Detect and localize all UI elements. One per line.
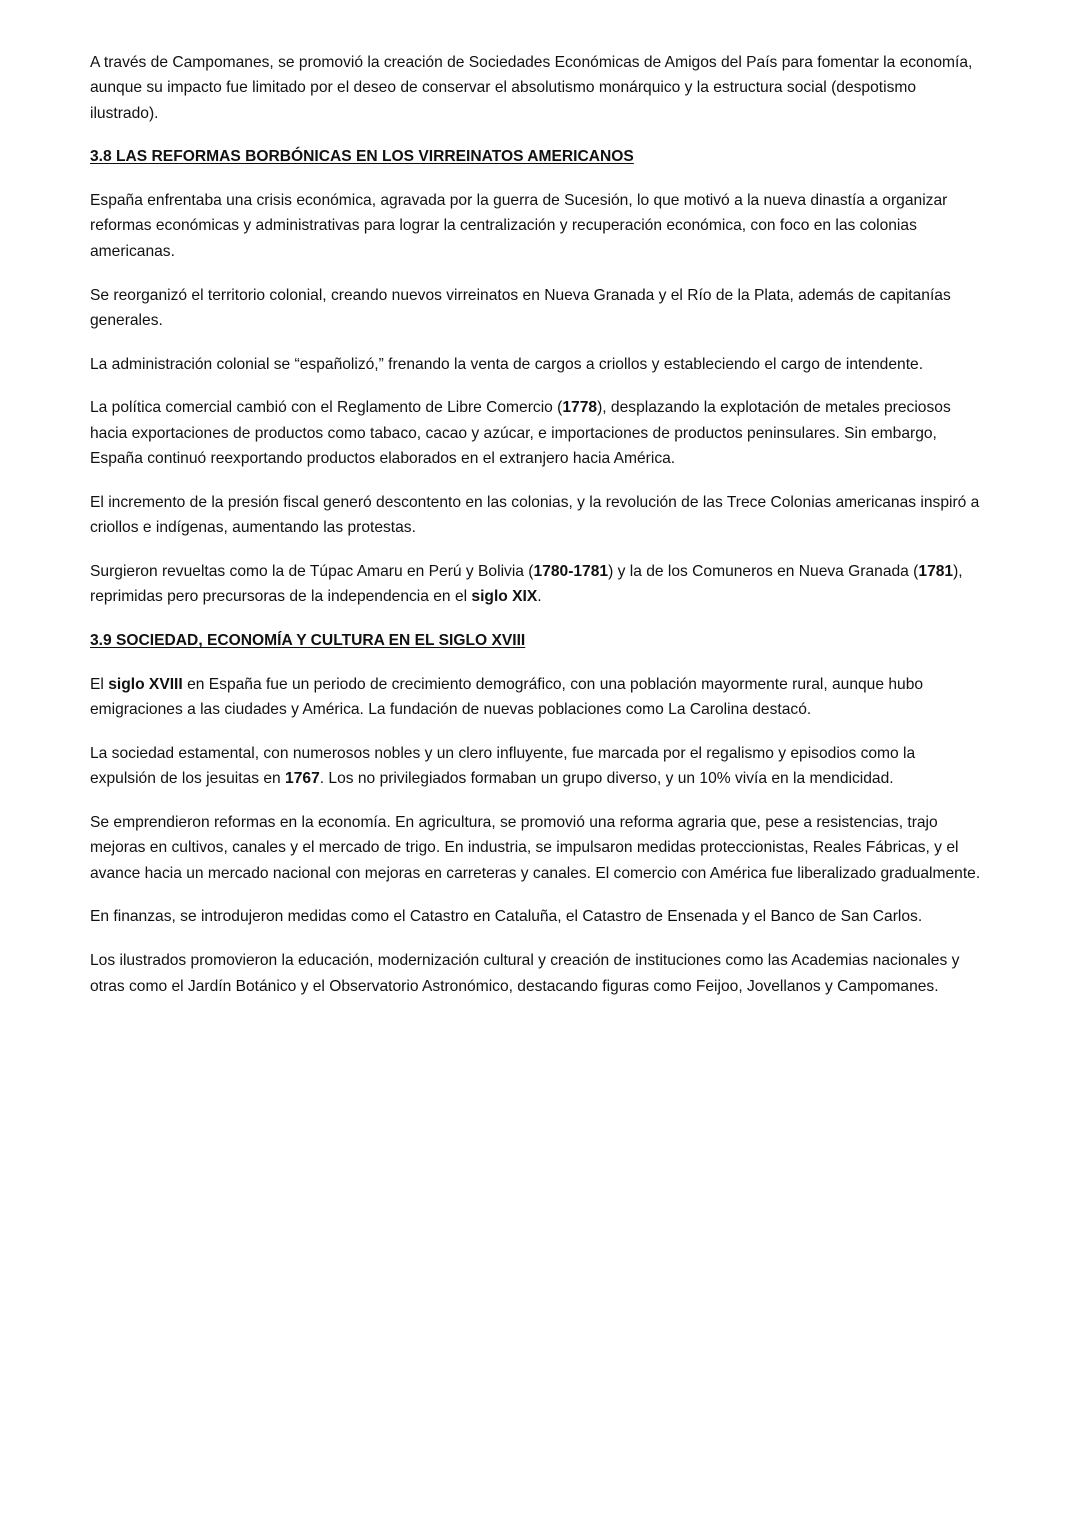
text-run: En finanzas, se introdujeron medidas como el Catastro en Cataluña, el Catastro de Ensenada y el Banco de San Carlos. — [90, 908, 923, 926]
paragraph-reformas-economia — [90, 810, 985, 886]
text-run: La política comercial cambió con el Reglamento de Libre Comercio ( — [90, 399, 563, 417]
text-run: España enfrentaba una crisis económica, agravada por la guerra de Sucesión, lo que motivó a la nueva dinastía a organizar reformas económicas y administrativas para lograr la centralización y recuperación económica, con foco en las colonias americanas. — [90, 192, 948, 260]
text-run: 3.8 LAS REFORMAS BORBÓNICAS EN LOS VIRREINATOS AMERICANOS — [90, 148, 634, 166]
text-run: ) y la de los Comuneros en Nueva Granada ( — [608, 562, 919, 580]
text-run: A través de Campomanes, se promovió la creación de Sociedades Económicas de Amigos del País para fomentar la economía, aunque su impacto fue limitado por el deseo de conservar el absolutismo monárquico y la estructura social (despotismo ilustrado). — [90, 54, 973, 122]
section-heading-3-9 — [90, 628, 985, 653]
text-run: El incremento de la presión fiscal generó descontento en las colonias, y la revolución de las Trece Colonias americanas inspiró a criollos e indígenas, aumentando las protestas. — [90, 493, 980, 537]
text-run: 3.9 SOCIEDAD, ECONOMÍA Y CULTURA EN EL SIGLO XVIII — [90, 632, 526, 650]
bold-text-run: 1780-1781 — [533, 562, 609, 580]
bold-text-run: 1781 — [918, 562, 954, 580]
bold-text-run: 1767 — [285, 770, 320, 788]
paragraph-campomanes-sociedades — [90, 50, 985, 126]
paragraph-revueltas — [90, 559, 985, 610]
text-run: en España fue un periodo de crecimiento demográfico, con una población mayormente rural, aunque hubo emigraciones a las ciudades y América. La fundación de nuevas poblaciones como La Carolina destacó. — [90, 675, 924, 719]
section-heading-3-8 — [90, 144, 985, 169]
text-run: La administración colonial se “españolizó,” frenando la venta de cargos a criollos y estableciendo el cargo de intendente. — [90, 355, 924, 373]
text-run: . — [537, 588, 542, 606]
text-run: Se reorganizó el territorio colonial, creando nuevos virreinatos en Nueva Granada y el Río de la Plata, además de capitanías generales. — [90, 286, 951, 329]
paragraph-administracion-colonial — [90, 352, 985, 377]
paragraph-presion-fiscal — [90, 490, 985, 541]
bold-text-run: siglo XVIII — [108, 675, 183, 693]
text-run: Se emprendieron reformas en la economía. En agricultura, se promovió una reforma agraria que, pese a resistencias, trajo mejoras en cultivos, canales y el mercado de trigo. En industria, se impulsaron medidas proteccionistas, Reales Fábricas, y el avance hacia un mercado nacional con mejoras en carreteras y canales. El comercio con América fue liberalizado gradualmente. — [90, 814, 981, 882]
text-run: ), reprimidas pero precursoras de la independencia en el — [90, 562, 963, 606]
bold-text-run: 1778 — [562, 399, 598, 417]
text-run: La sociedad estamental, con numerosos nobles y un clero influyente, fue marcada por el regalismo y episodios como la expulsión de los jesuitas en — [90, 744, 916, 788]
paragraph-crisis-economica — [90, 188, 985, 264]
text-run: El — [90, 675, 109, 693]
text-run: Surgieron revueltas como la de Túpac Amaru en Perú y Bolivia ( — [90, 562, 534, 580]
paragraph-finanzas — [90, 904, 985, 929]
paragraph-ilustrados — [90, 948, 985, 999]
paragraph-sociedad-estamental — [90, 741, 985, 792]
paragraph-politica-comercial — [90, 395, 985, 471]
paragraph-crecimiento-demografico — [90, 672, 985, 723]
text-run: . Los no privilegiados formaban un grupo diverso, y un 10% vivía en la mendicidad. — [319, 770, 894, 788]
document-page — [90, 50, 985, 1017]
text-run: ), desplazando la explotación de metales preciosos hacia exportaciones de productos como tabaco, cacao y azúcar, e importaciones de productos peninsulares. Sin embargo, España continuó reexportando productos elaborados en el extranjero hacia América. — [90, 399, 951, 468]
bold-text-run: siglo XIX — [471, 588, 538, 606]
paragraph-reorganizacion-territorio — [90, 283, 985, 334]
text-run: Los ilustrados promovieron la educación, modernización cultural y creación de instituciones como las Academias nacionales y otras como el Jardín Botánico y el Observatorio Astronómico, destacando figuras como Feijoo, Jovellanos y Campomanes. — [90, 952, 960, 995]
